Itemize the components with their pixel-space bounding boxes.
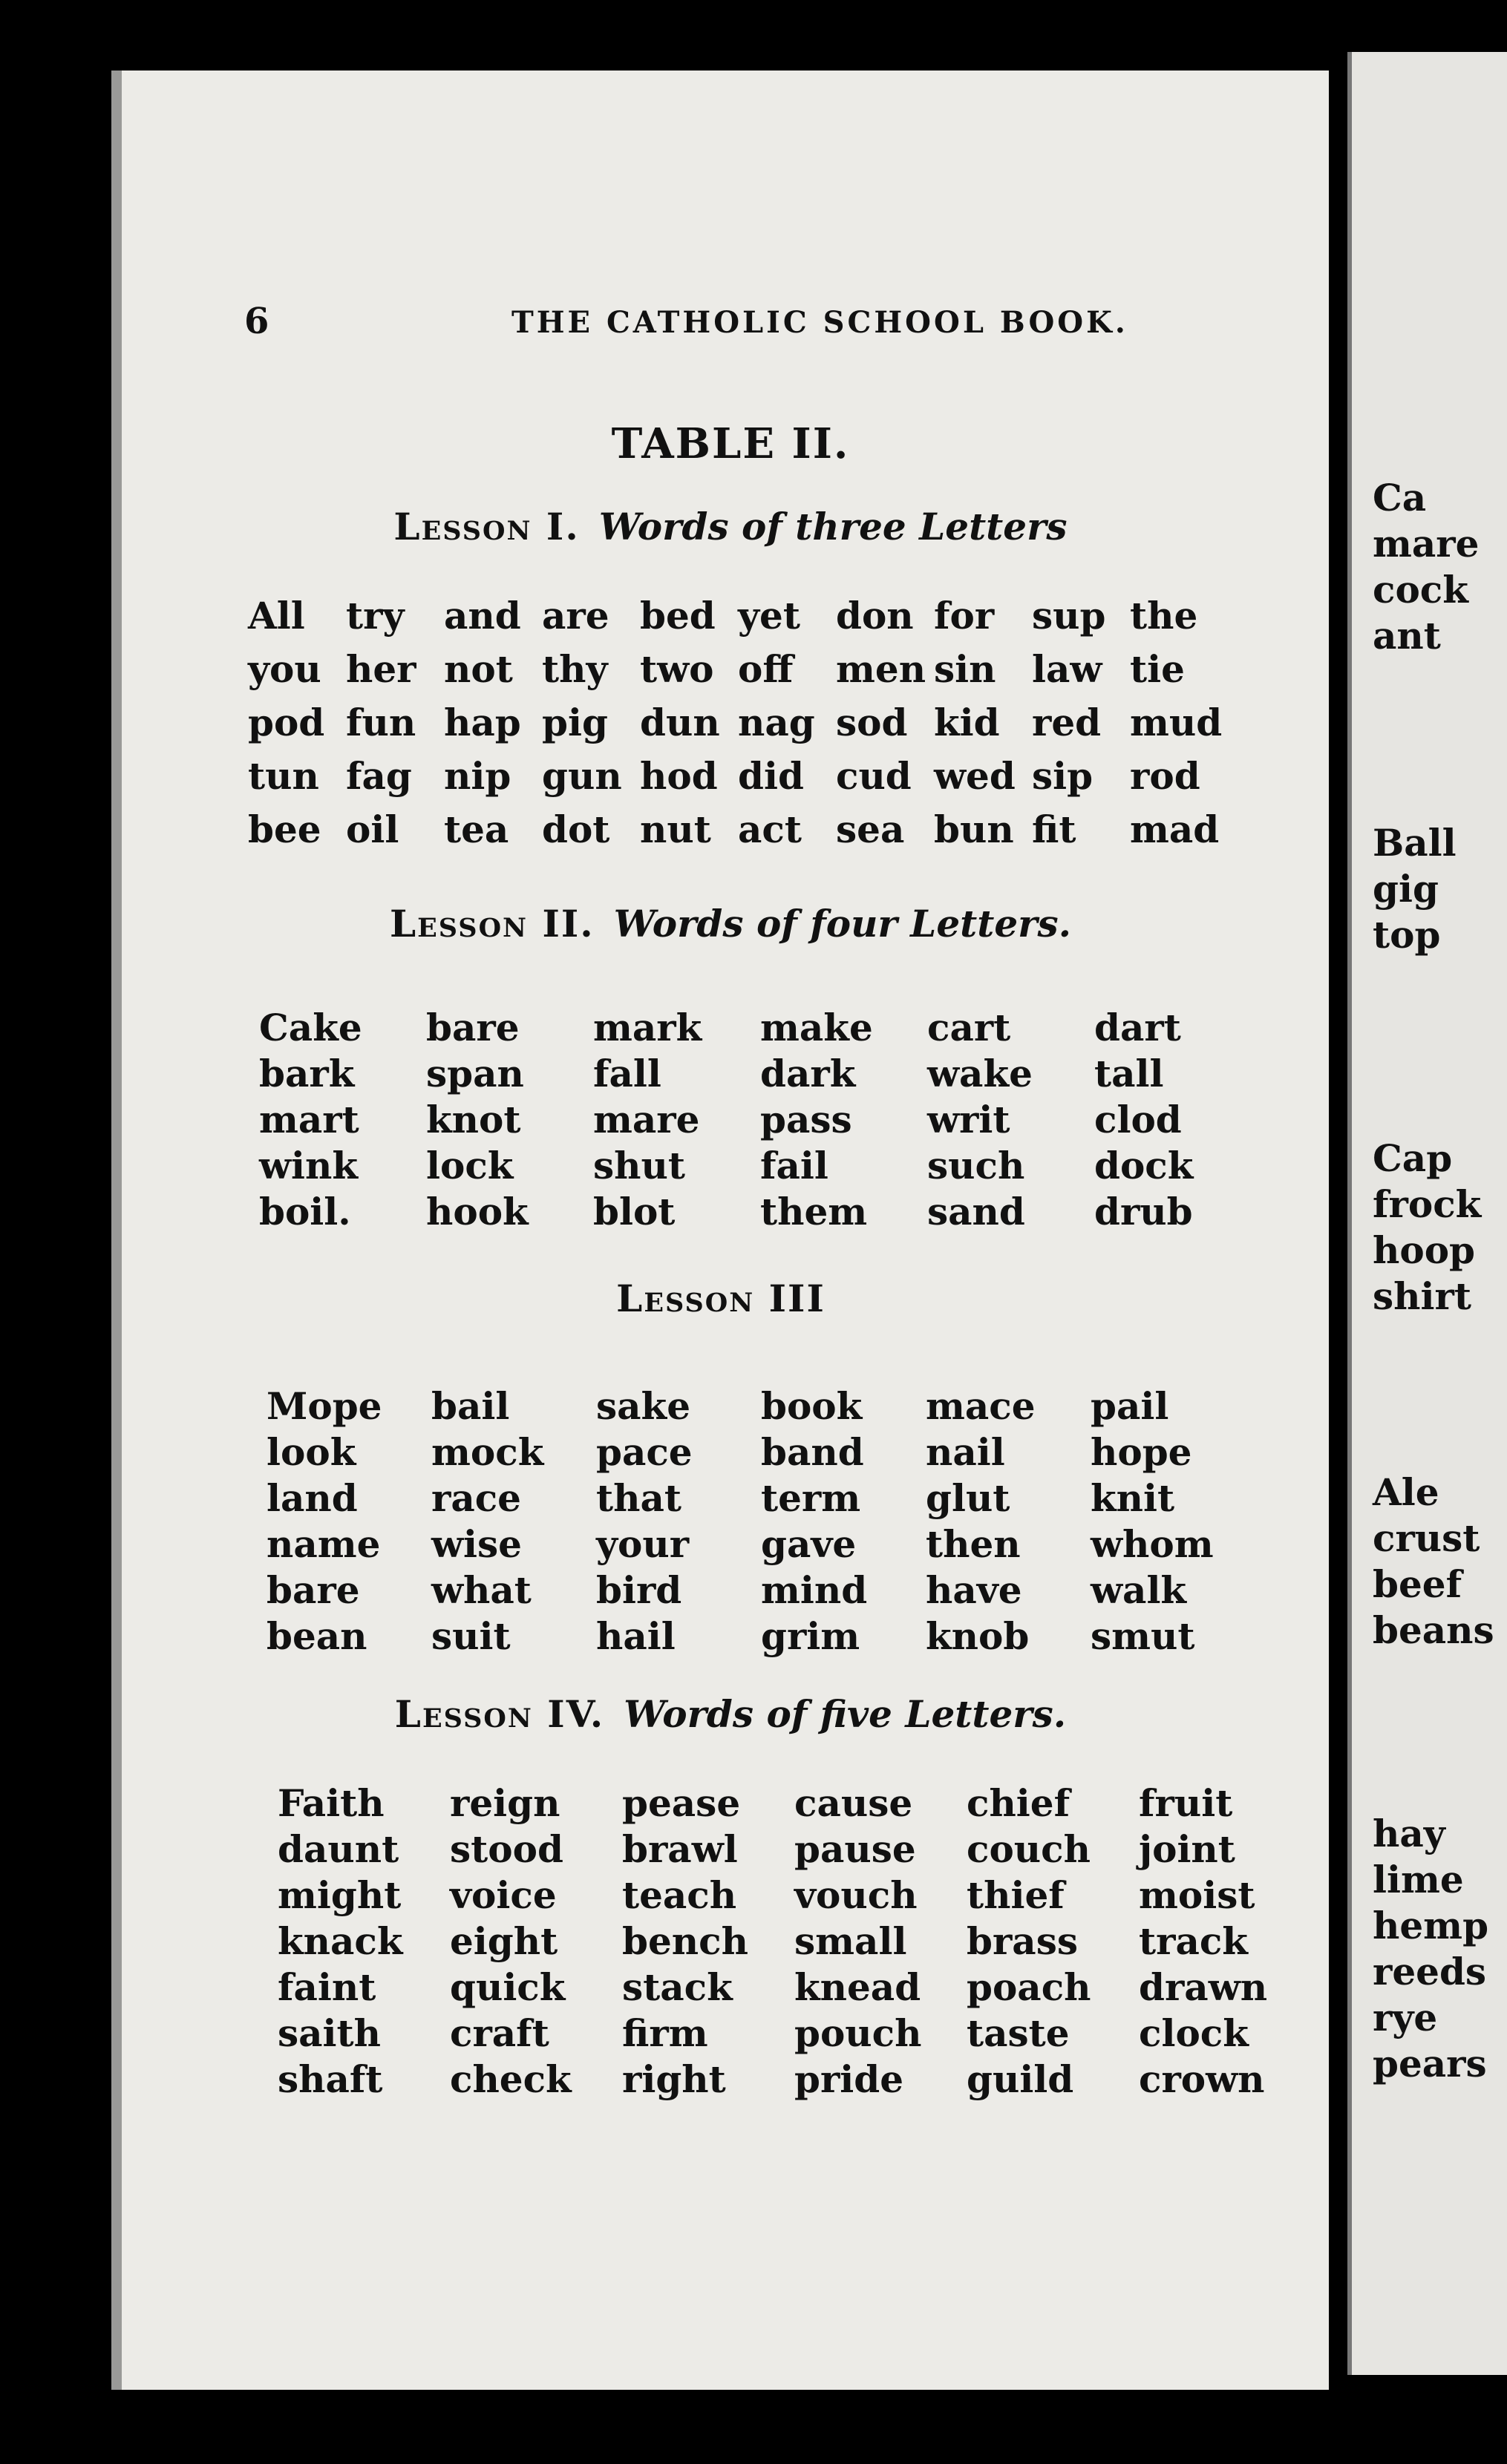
word-cell: what (431, 1568, 532, 1612)
word-cell: dot (542, 807, 610, 851)
lesson-3-label: Lesson III (616, 1277, 826, 1320)
word-cell: race (431, 1476, 521, 1520)
word-cell: clod (1094, 1098, 1182, 1141)
main-page (111, 71, 1329, 2390)
right-word-group (1373, 820, 1457, 958)
word-cell: pouch (794, 2011, 922, 2055)
word-cell: check (450, 2057, 572, 2101)
word-cell: fruit (1139, 1781, 1233, 1825)
word-cell: sea (836, 807, 905, 851)
word-cell: nail (926, 1430, 1005, 1474)
word-cell: oil (346, 807, 399, 851)
word-cell: are (542, 594, 609, 638)
lesson-4-heading (122, 1692, 1339, 1736)
word-cell: term (761, 1476, 861, 1520)
word-cell: have (926, 1568, 1022, 1612)
word-cell: drawn (1139, 1965, 1268, 2009)
word-cell: bee (248, 807, 321, 851)
word-cell: mad (1130, 807, 1220, 851)
page-number: 6 (244, 301, 269, 342)
word-cell: tun (248, 754, 319, 798)
word-cell: Cap (1373, 1136, 1453, 1180)
word-cell: band (761, 1430, 864, 1474)
word-cell: suit (431, 1614, 511, 1658)
right-word-group (1373, 1469, 1494, 1654)
word-cell: pause (794, 1827, 916, 1871)
word-cell: dart (1094, 1006, 1181, 1049)
word-cell: your (596, 1522, 690, 1566)
word-cell: thy (542, 647, 608, 691)
word-cell: bun (934, 807, 1014, 851)
word-cell: dun (640, 701, 720, 744)
word-cell: lock (426, 1144, 514, 1187)
word-cell: might (278, 1873, 402, 1917)
right-word-group (1373, 1811, 1488, 2087)
word-cell: did (738, 754, 804, 798)
word-cell: bare (426, 1006, 520, 1049)
word-cell: faint (278, 1965, 376, 2009)
word-cell: Ale (1373, 1470, 1439, 1514)
word-cell: bench (622, 1919, 748, 1963)
word-cell: span (426, 1052, 524, 1095)
word-cell: rye (1373, 1996, 1438, 2039)
word-cell: shaft (278, 2057, 383, 2101)
table-title: TABLE II. (611, 419, 850, 468)
lesson-1-heading (122, 505, 1339, 548)
word-cell: shirt (1373, 1274, 1471, 1318)
word-cell: wake (927, 1052, 1033, 1095)
lesson-2-label: Lesson II. (389, 902, 595, 946)
word-cell: joint (1139, 1827, 1235, 1871)
word-cell: mart (259, 1098, 359, 1141)
word-cell: crown (1139, 2057, 1265, 2101)
word-cell: clock (1139, 2011, 1249, 2055)
word-cell: hap (444, 701, 521, 744)
word-cell: try (346, 594, 405, 638)
word-cell: mud (1130, 701, 1223, 744)
word-cell: hoop (1373, 1228, 1476, 1272)
word-cell: firm (622, 2011, 708, 2055)
word-cell: them (760, 1190, 868, 1233)
word-cell: walk (1091, 1568, 1187, 1612)
word-cell: nag (738, 701, 815, 744)
word-cell: sup (1032, 594, 1106, 638)
word-cell: don (836, 594, 914, 638)
word-cell: pease (622, 1781, 741, 1825)
word-cell: sake (596, 1384, 691, 1428)
lesson-4-word-table (278, 1781, 1311, 2101)
word-cell: book (761, 1384, 863, 1428)
word-cell: small (794, 1919, 907, 1963)
word-cell: such (927, 1144, 1025, 1187)
lesson-3-word-table (267, 1384, 1255, 1658)
lesson-1-description: Words of three Letters (598, 505, 1068, 548)
word-cell: beef (1373, 1562, 1462, 1606)
word-cell: knead (794, 1965, 921, 2009)
word-cell: stack (622, 1965, 733, 2009)
word-cell: two (640, 647, 714, 691)
word-cell: wise (431, 1522, 522, 1566)
word-cell: cock (1373, 568, 1468, 612)
word-cell: that (596, 1476, 681, 1520)
word-cell: hook (426, 1190, 529, 1233)
lesson-2-heading (122, 902, 1339, 946)
word-cell: ant (1373, 614, 1441, 658)
lesson-4-description: Words of five Letters. (624, 1692, 1067, 1736)
word-cell: bare (267, 1568, 360, 1612)
word-cell: chief (967, 1781, 1070, 1825)
word-cell: tea (444, 807, 509, 851)
word-cell: knob (926, 1614, 1030, 1658)
word-cell: stood (450, 1827, 563, 1871)
word-cell: you (248, 647, 321, 691)
word-cell: thief (967, 1873, 1065, 1917)
word-cell: reign (450, 1781, 560, 1825)
word-cell: right (622, 2057, 726, 2101)
word-cell: pod (248, 701, 325, 744)
word-cell: fit (1032, 807, 1076, 851)
word-cell: quick (450, 1965, 566, 2009)
word-cell: for (934, 594, 995, 638)
word-cell: sand (927, 1190, 1025, 1233)
word-cell: bird (596, 1568, 682, 1612)
running-title: THE CATHOLIC SCHOOL BOOK. (511, 305, 1128, 340)
word-cell: sod (836, 701, 908, 744)
word-cell: beans (1373, 1608, 1494, 1652)
word-cell: lime (1373, 1858, 1464, 1901)
right-word-group (1373, 475, 1479, 659)
word-cell: glut (926, 1476, 1010, 1520)
word-cell: pace (596, 1430, 693, 1474)
word-cell: poach (967, 1965, 1091, 2009)
word-cell: fail (760, 1144, 828, 1187)
word-cell: Cake (259, 1006, 362, 1049)
word-cell: vouch (794, 1873, 918, 1917)
word-cell: hod (640, 754, 718, 798)
word-cell: the (1130, 594, 1198, 638)
word-cell: taste (967, 2011, 1070, 2055)
word-cell: couch (967, 1827, 1091, 1871)
word-cell: red (1032, 701, 1102, 744)
word-cell: pass (760, 1098, 852, 1141)
word-cell: nut (640, 807, 711, 851)
word-cell: hemp (1373, 1904, 1489, 1947)
word-cell: fall (593, 1052, 661, 1095)
word-cell: cause (794, 1781, 913, 1825)
word-cell: then (926, 1522, 1021, 1566)
word-cell: mare (593, 1098, 700, 1141)
word-cell: fag (346, 754, 412, 798)
word-cell: men (836, 647, 926, 691)
word-cell: mind (761, 1568, 868, 1612)
word-cell: teach (622, 1873, 737, 1917)
word-cell: pears (1373, 2042, 1487, 2085)
facing-page-fragment (1347, 52, 1507, 2375)
word-cell: sin (934, 647, 996, 691)
word-cell: sip (1032, 754, 1094, 798)
word-cell: mare (1373, 522, 1480, 566)
word-cell: brawl (622, 1827, 738, 1871)
lesson-3-heading (122, 1277, 1339, 1320)
word-cell: top (1373, 913, 1441, 957)
word-cell: All (248, 594, 305, 638)
word-cell: reeds (1373, 1950, 1487, 1993)
word-cell: gun (542, 754, 622, 798)
word-cell: track (1139, 1919, 1248, 1963)
word-cell: whom (1091, 1522, 1214, 1566)
word-cell: yet (738, 594, 800, 638)
word-cell: dock (1094, 1144, 1194, 1187)
word-cell: Ca (1373, 476, 1427, 520)
lesson-2-description: Words of four Letters. (613, 902, 1072, 946)
word-cell: law (1032, 647, 1102, 691)
word-cell: mock (431, 1430, 544, 1474)
word-cell: rod (1130, 754, 1200, 798)
word-cell: land (267, 1476, 358, 1520)
lesson-2-word-table (259, 1006, 1261, 1233)
word-cell: wink (259, 1144, 359, 1187)
word-cell: knot (426, 1098, 521, 1141)
word-cell: brass (967, 1919, 1078, 1963)
word-cell: bail (431, 1384, 510, 1428)
word-cell: moist (1139, 1873, 1255, 1917)
word-cell: look (267, 1430, 356, 1474)
word-cell: hail (596, 1614, 676, 1658)
word-cell: writ (927, 1098, 1010, 1141)
word-cell: craft (450, 2011, 549, 2055)
word-cell: Mope (267, 1384, 382, 1428)
word-cell: make (760, 1006, 873, 1049)
word-cell: bean (267, 1614, 367, 1658)
word-cell: cud (836, 754, 912, 798)
word-cell: mark (593, 1006, 702, 1049)
word-cell: guild (967, 2057, 1074, 2101)
word-cell: knit (1091, 1476, 1175, 1520)
word-cell: gave (761, 1522, 857, 1566)
word-cell: off (738, 647, 794, 691)
word-cell: bed (640, 594, 716, 638)
word-cell: kid (934, 701, 1000, 744)
word-cell: name (267, 1522, 381, 1566)
word-cell: Ball (1373, 821, 1457, 865)
lesson-1-word-table (248, 594, 1228, 851)
word-cell: tie (1130, 647, 1185, 691)
word-cell: grim (761, 1614, 860, 1658)
word-cell: shut (593, 1144, 685, 1187)
word-cell: knack (278, 1919, 403, 1963)
page-header (244, 301, 1358, 345)
word-cell: bark (259, 1052, 355, 1095)
word-cell: daunt (278, 1827, 399, 1871)
word-cell: cart (927, 1006, 1011, 1049)
word-cell: voice (450, 1873, 557, 1917)
word-cell: eight (450, 1919, 558, 1963)
word-cell: mace (926, 1384, 1036, 1428)
word-cell: hay (1373, 1812, 1445, 1855)
word-cell: act (738, 807, 802, 851)
word-cell: Faith (278, 1781, 385, 1825)
word-cell: her (346, 647, 416, 691)
right-word-group (1373, 1136, 1481, 1320)
word-cell: blot (593, 1190, 676, 1233)
word-cell: nip (444, 754, 511, 798)
word-cell: pig (542, 701, 608, 744)
word-cell: boil. (259, 1190, 351, 1233)
word-cell: saith (278, 2011, 381, 2055)
word-cell: and (444, 594, 521, 638)
word-cell: wed (934, 754, 1016, 798)
lesson-4-label: Lesson IV. (394, 1692, 605, 1736)
word-cell: drub (1094, 1190, 1193, 1233)
word-cell: tall (1094, 1052, 1164, 1095)
word-cell: frock (1373, 1182, 1482, 1226)
word-cell: crust (1373, 1516, 1480, 1560)
word-cell: hope (1091, 1430, 1192, 1474)
lesson-1-label: Lesson I. (393, 505, 580, 548)
word-cell: not (444, 647, 513, 691)
word-cell: pail (1091, 1384, 1169, 1428)
word-cell: smut (1091, 1614, 1195, 1658)
word-cell: fun (346, 701, 416, 744)
word-cell: gig (1373, 867, 1439, 911)
word-cell: dark (760, 1052, 856, 1095)
word-cell: pride (794, 2057, 904, 2101)
